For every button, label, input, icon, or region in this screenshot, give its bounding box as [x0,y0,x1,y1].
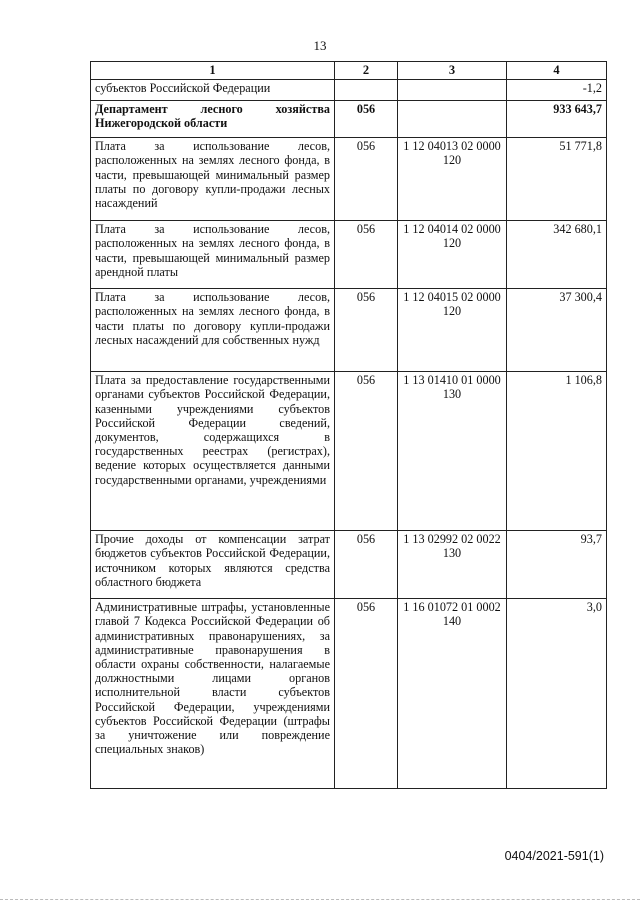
page-bottom-rule [0,899,640,900]
row-revenue-code-cell: 1 12 04015 02 0000 120 [398,289,507,372]
row-admin-code-cell: 056 [335,289,398,372]
row-revenue-code-cell: 1 12 04014 02 0000 120 [398,221,507,289]
header-col-4: 4 [507,62,607,80]
row-name-cell: Плата за использование лесов, расположенных на землях лесного фонда, в части платы по договору купли-продажи лесных насаждений для собственных нужд [91,289,335,372]
page-number: 13 [313,38,327,53]
row-amount-cell: 933 643,7 [507,101,607,138]
row-admin-code-cell [335,80,398,101]
table-body [91,80,607,789]
row-revenue-code-cell: 1 13 02992 02 0022 130 [398,531,507,599]
row-amount-cell: 93,7 [507,531,607,599]
row-name-cell: Департамент лесного хозяйства Нижегородской области [91,101,335,138]
row-amount-cell: -1,2 [507,80,607,101]
row-revenue-code-cell: 1 12 04013 02 0000 120 [398,138,507,221]
table-row [91,138,607,221]
row-admin-code-cell: 056 [335,599,398,789]
header-col-3: 3 [398,62,507,80]
table-row [91,599,607,789]
row-revenue-code-cell [398,80,507,101]
table-header-row [91,62,607,80]
row-name-cell: Плата за использование лесов, расположенных на землях лесного фонда, в части, превышающей минимальный размер арендной платы [91,221,335,289]
row-revenue-code-cell [398,101,507,138]
table-row [91,289,607,372]
document-id: 0404/2021-591(1) [504,849,604,863]
row-revenue-code-cell: 1 13 01410 01 0000 130 [398,372,507,531]
row-name-cell: Административные штрафы, установленные главой 7 Кодекса Российской Федерации об административных правонарушениях, за административные правонарушения в области охраны собственности, налагаемые должностными лицами органов исполнительной власти субъектов Российской Федерации, учреждениями субъектов Российской Федерации (штрафы за уничтожение или повреждение специальных знаков) [91,599,335,789]
table-row [91,101,607,138]
table-row [91,372,607,531]
row-amount-cell: 342 680,1 [507,221,607,289]
row-amount-cell: 37 300,4 [507,289,607,372]
row-admin-code-cell: 056 [335,138,398,221]
row-amount-cell: 3,0 [507,599,607,789]
row-revenue-code-cell: 1 16 01072 01 0002 140 [398,599,507,789]
header-col-2: 2 [335,62,398,80]
row-name-cell: Плата за использование лесов, расположенных на землях лесного фонда, в части, превышающей минимальный размер платы по договору купли-продажи лесных насаждений [91,138,335,221]
row-name-cell: Прочие доходы от компенсации затрат бюджетов субъектов Российской Федерации, источником которых являются средства областного бюджета [91,531,335,599]
row-admin-code-cell: 056 [335,221,398,289]
row-admin-code-cell: 056 [335,101,398,138]
table-row [91,80,607,101]
row-name-cell: Плата за предоставление государственными органами субъектов Российской Федерации, казенными учреждениями субъектов Российской Федерации сведений, документов, содержащихся в государственных реестрах (регистрах), ведение которых осуществляется данными государственными органами, учреждениями [91,372,335,531]
row-amount-cell: 51 771,8 [507,138,607,221]
header-col-1: 1 [91,62,335,80]
table-row [91,221,607,289]
row-name-cell: субъектов Российской Федерации [91,80,335,101]
row-admin-code-cell: 056 [335,372,398,531]
revenue-table [90,61,607,789]
row-amount-cell: 1 106,8 [507,372,607,531]
table-row [91,531,607,599]
row-admin-code-cell: 056 [335,531,398,599]
